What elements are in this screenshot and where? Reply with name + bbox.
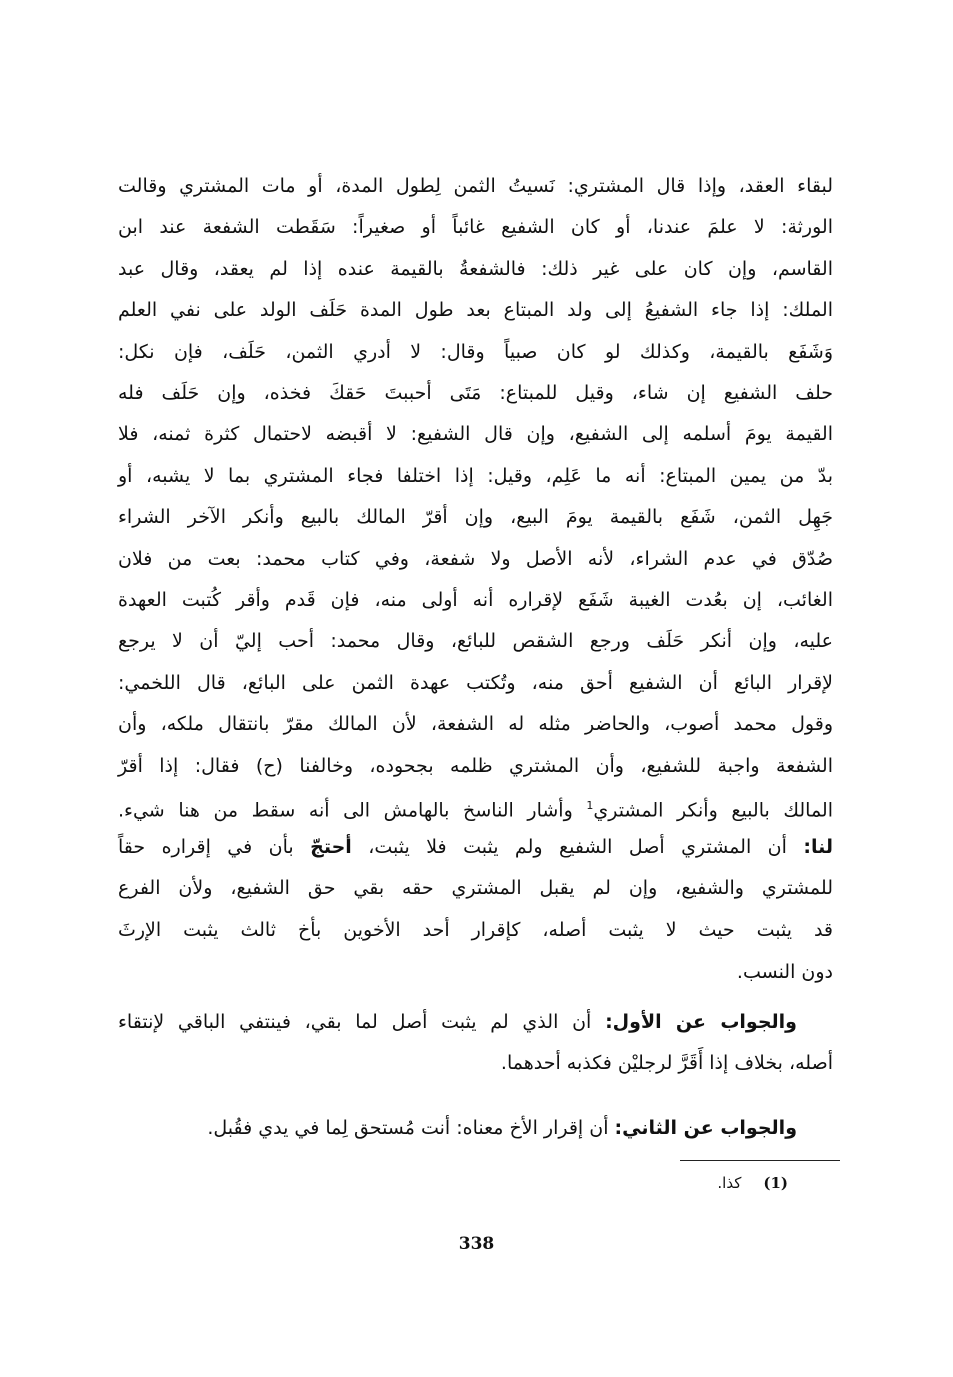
text-line: الغائب، إن بعُدت الغيبة شَفَع لإقراره أنه أولى منه، فإن قَدم وأقر كُتبت العهدة xyxy=(118,589,833,611)
text-line: دون النسب. xyxy=(736,961,833,983)
text-line: الورثة: لا علمَ عندنا، أو كان الشفيع غائباً أو صغيراً: سَقَطت الشفعة عند ابن xyxy=(118,216,833,239)
text-line: وَشَفَع بالقيمة، وكذلك لو كان صبياً وقال: لا أدري الثمن، حَلَف، فإن نكل: xyxy=(118,340,833,363)
text-line: للمشتري والشفيع، وإن لم يقبل المشتري حقه بقي حق الشفيع، ولأن الفرع xyxy=(118,877,833,899)
answer1-heading: والجواب عن الأول: xyxy=(605,1011,797,1033)
text-line: وقول محمد أصوب، والحاضر مثله له الشفعة، لأن المالك مقرّ بانتقال ملكه، وأن xyxy=(118,713,833,736)
text-line: بدّ من يمين المبتاع: أنه ما عَلِم، وقيل: إذا اختلفا فجاء المشتري بما لا يشبه، أو xyxy=(118,464,833,487)
text-line: الشفعة واجبة للشفيع، وأن المشتري ظلمه بجحوده، وخالفنا (ح) فقال: إذا أقرّ xyxy=(118,754,833,777)
footnote-number: (1) xyxy=(763,1174,788,1192)
page-number: 338 xyxy=(458,1234,495,1254)
text-segment: بأن في إقراره حقاً xyxy=(118,836,311,858)
answer2-heading: والجواب عن الثاني: xyxy=(614,1117,797,1139)
bold-term: لنا: xyxy=(803,836,833,858)
text-line: حلف الشفيع إن شاء، وقيل للمبتاع: مَتَى أحببتَ حَقكَ فخذه، وإن حَلَف فله xyxy=(118,382,833,404)
text-segment: أن المشتري أصل الشفيع ولم يثبت فلا يثبت، xyxy=(351,836,804,858)
text-line xyxy=(118,791,833,821)
text-line: جَهِل الثمن، شَفَع بالقيمة يومَ البيع، وإن أقرّ المالك بالبيع وأنكر الآخر الشراء xyxy=(118,506,833,529)
footnote xyxy=(717,1174,788,1192)
text-line: عليه، وإن أنكر حَلَف ورجع الشقص للبائع، وقال محمد: أحب إليّ أن لا يرجع xyxy=(118,630,833,653)
bold-term: أحتجّ xyxy=(310,836,352,858)
answer1-text: أن الذي لم يثبت أصل لما بقي، فينتفي الباقي لإنتقاء xyxy=(118,1011,606,1033)
answer2-text: أن إقرار الأخ معناه: أنت مُستحق لِما في يدي فقُبل. xyxy=(207,1117,615,1139)
footnote-text: كذا. xyxy=(717,1174,742,1192)
footnote-ref[interactable]: 1 xyxy=(586,799,594,812)
text-line: الملك: إذا جاء الشفيعُ إلى ولد المبتاع بعد طول المدة حَلَف الولد على نفي العلم xyxy=(118,299,833,322)
text-line: لإقرار البائع أن الشفيع أحق منه، وتُكتب عهدة الثمن على البائع، قال اللخمي: xyxy=(118,671,833,694)
footnote-divider xyxy=(680,1160,840,1161)
text-line: قد يثبت حيث لا يثبت أصله، كإقرار أحد الأخوين بأخ ثالث يثبت الإرثَ xyxy=(118,919,833,941)
text-line: صُدّق في عدم الشراء، لأنه الأصل ولا شفعة، وفي كتاب محمد: بعت من فلان xyxy=(118,547,833,570)
answer-first-line xyxy=(118,1007,833,1037)
text-line xyxy=(118,832,833,862)
text-segment: المالك بالبيع وأنكر المشتري xyxy=(593,799,833,822)
text-line: لبقاء العقد، وإذا قال المشتري: نَسيتُ الثمن لِطول المدة، أو مات المشتري وقالت xyxy=(118,175,833,197)
text-line: القاسم، وإن كان على غير ذلك: فالشفعةُ بالقيمة عنده إذا لم يعقد، وقال عبد xyxy=(118,257,833,280)
text-line: القيمة يومَ أسلمه إلى الشفيع، وإن قال الشفيع: لا أقبضه لاحتمال كثرة ثمنه، فلا xyxy=(118,423,833,446)
answer2-line xyxy=(118,1113,833,1143)
answer1-line2: أصله، بخلاف إذا أَقَرَّ لرجليْن فكذبه أحدهما. xyxy=(500,1052,833,1074)
text-segment: وأشار الناسخ بالهامش الى أنه سقط من هنا شيء. xyxy=(118,799,587,822)
